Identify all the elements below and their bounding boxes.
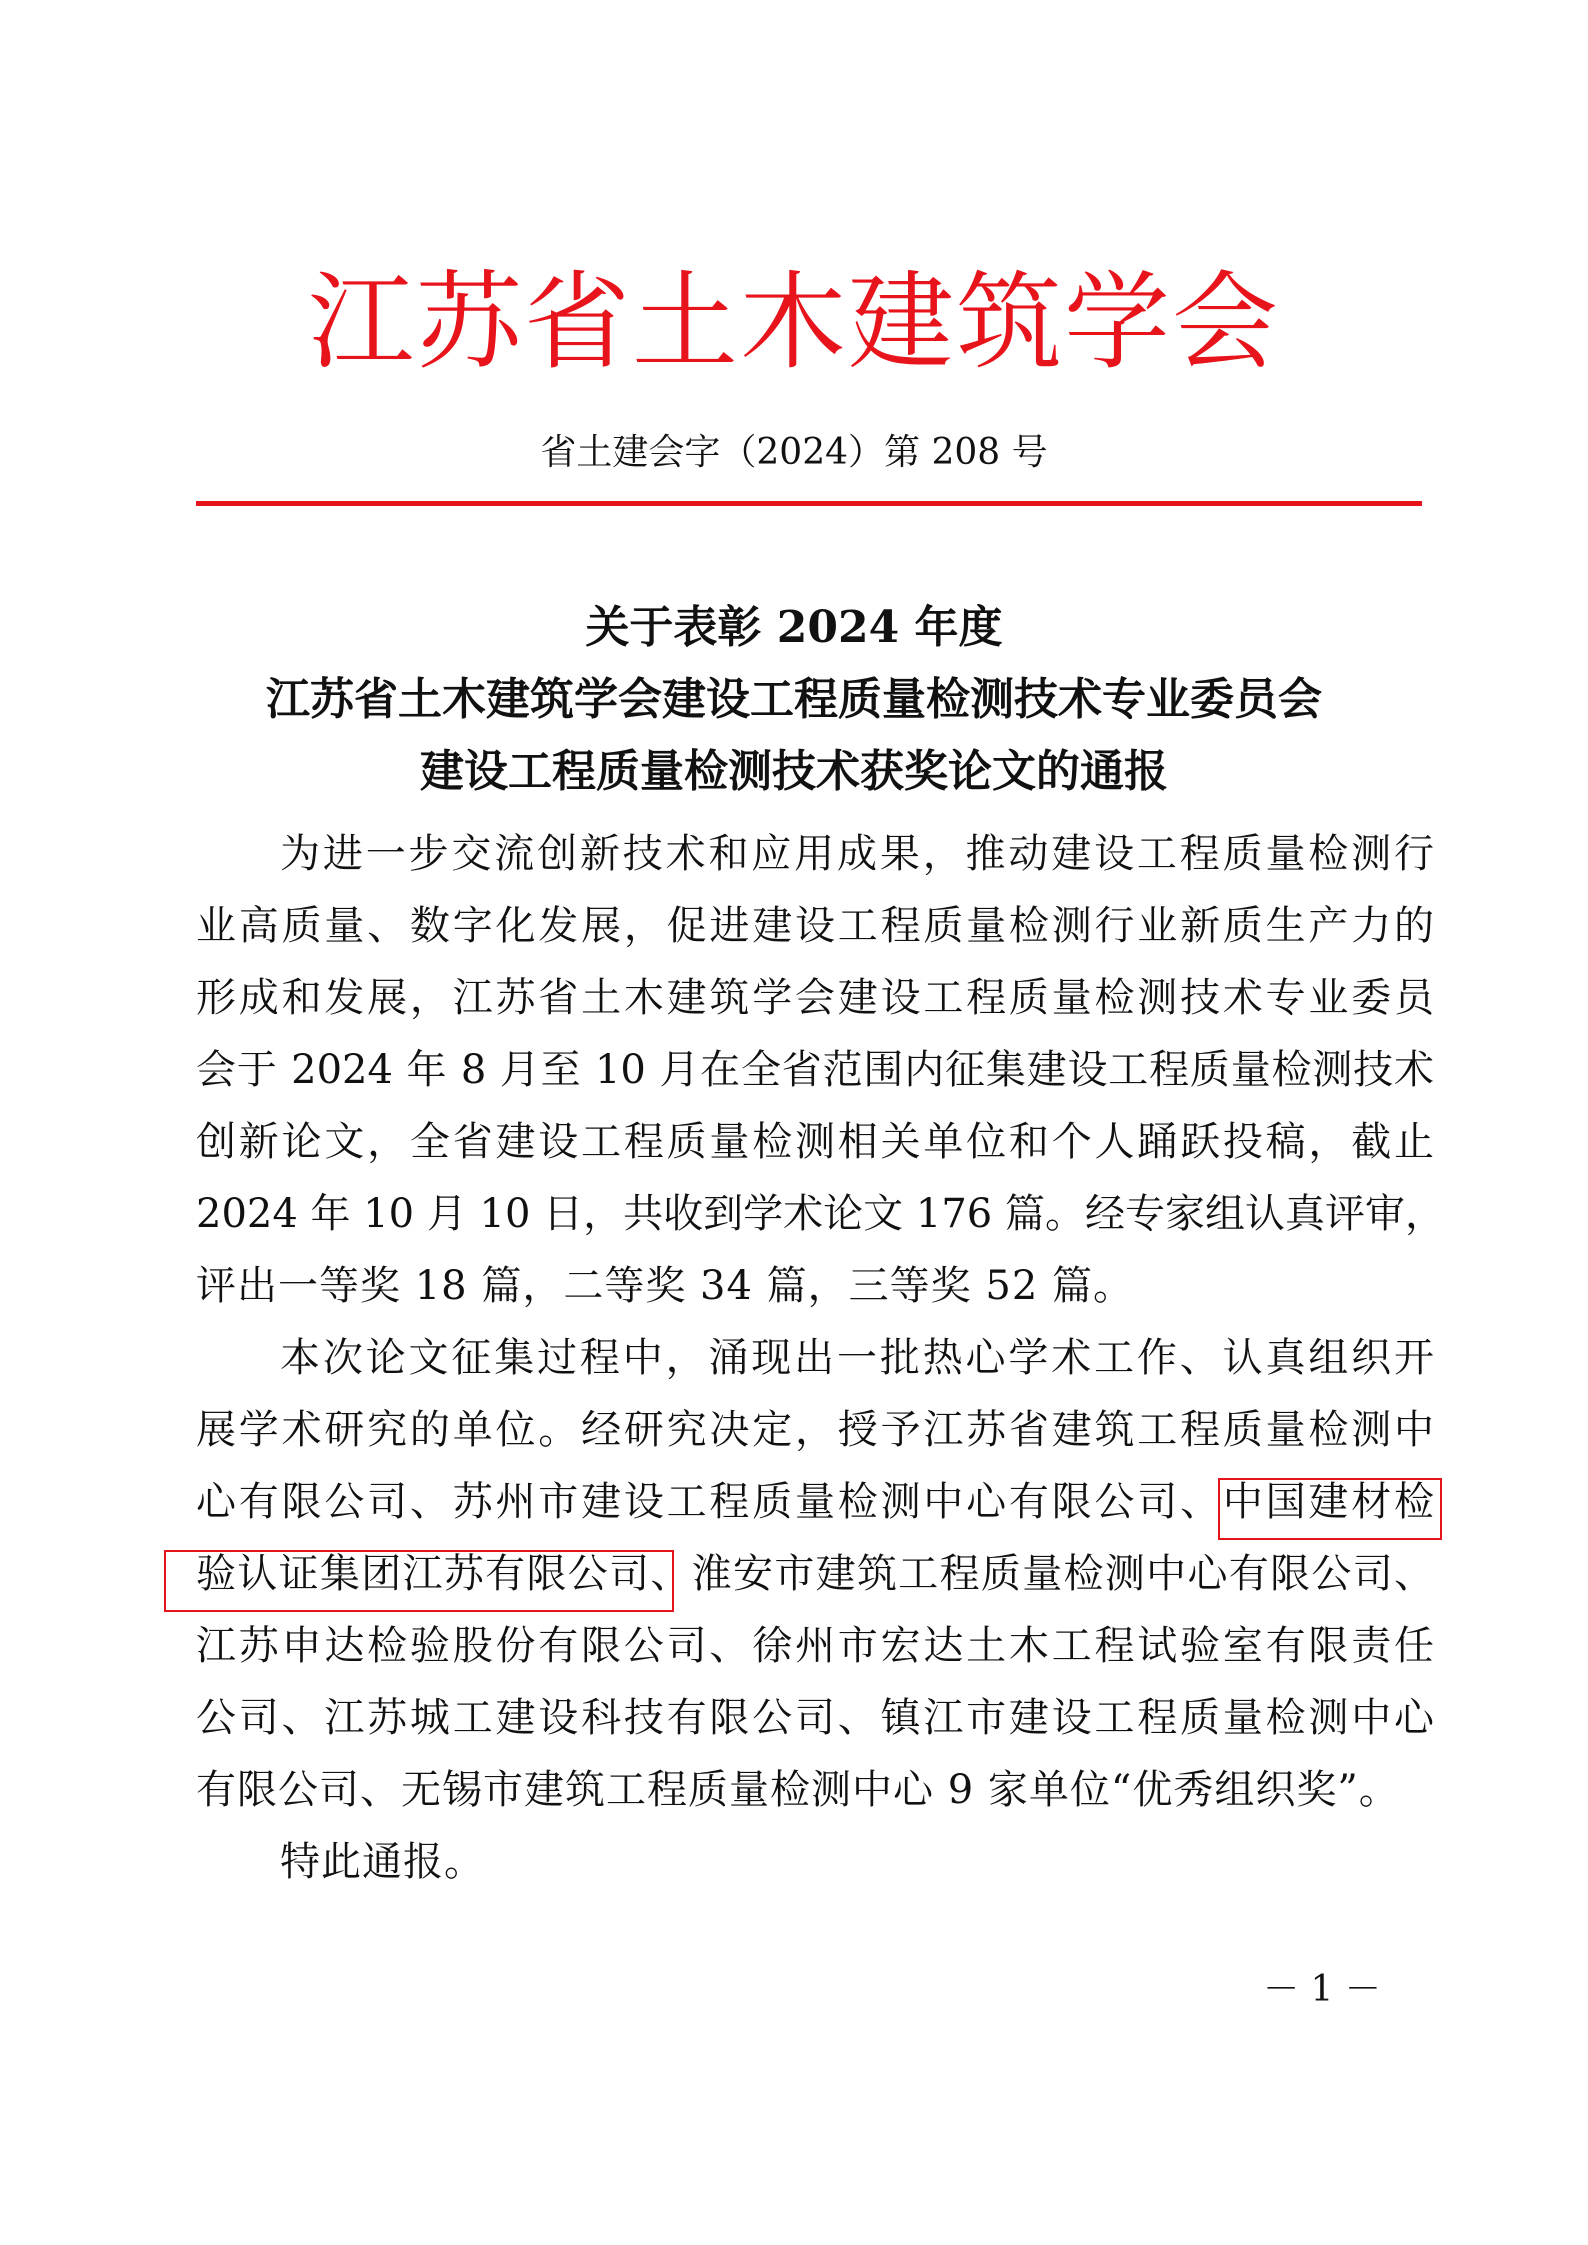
document-number: 省土建会字（2024）第 208 号 — [540, 432, 1048, 473]
paragraph-2-line: 本次论文征集过程中，涌现出一批热心学术工作、认真组织开 — [280, 1335, 1434, 1381]
closing-line: 特此通报。 — [280, 1839, 485, 1885]
notice-body — [196, 818, 1445, 1898]
paragraph-1-line: 2024 年 10 月 10 日，共收到学术论文 176 篇。经专家组认真评审， — [196, 1191, 1445, 1237]
highlight-box-company-part2 — [164, 1550, 674, 1612]
org-header-title: 江苏省土木建筑学会 — [308, 261, 1280, 384]
paragraph-2-line: 心有限公司、苏州市建设工程质量检测中心有限公司、中国建材检 — [196, 1479, 1434, 1525]
paragraph-1-line: 业高质量、数字化发展，促进建设工程质量检测行业新质生产力的 — [196, 903, 1434, 949]
paragraph-2-line: 展学术研究的单位。经研究决定，授予江苏省建筑工程质量检测中 — [196, 1407, 1434, 1453]
header-divider — [196, 501, 1422, 506]
paragraph-1-line: 形成和发展，江苏省土木建筑学会建设工程质量检测技术专业委员 — [196, 975, 1434, 1021]
paragraph-2-line: 公司、江苏城工建设科技有限公司、镇江市建设工程质量检测中心 — [196, 1695, 1434, 1741]
paragraph-1-line: 评出一等奖 18 篇，二等奖 34 篇，三等奖 52 篇。 — [196, 1263, 1134, 1309]
notice-title — [0, 592, 1588, 808]
paragraph-2-line: 有限公司、无锡市建筑工程质量检测中心 9 家单位“优秀组织奖”。 — [196, 1767, 1400, 1813]
paragraph-1-line: 为进一步交流创新技术和应用成果，推动建设工程质量检测行 — [280, 831, 1434, 877]
title-line-3: 建设工程质量检测技术获奖论文的通报 — [420, 746, 1168, 797]
paragraph-1-line: 会于 2024 年 8 月至 10 月在全省范围内征集建设工程质量检测技术 — [196, 1047, 1434, 1093]
paragraph-2-line: 江苏申达检验股份有限公司、徐州市宏达土木工程试验室有限责任 — [196, 1623, 1434, 1669]
paragraph-2-line: 验认证集团江苏有限公司、淮安市建筑工程质量检测中心有限公司、 — [196, 1551, 1434, 1597]
title-line-2: 江苏省土木建筑学会建设工程质量检测技术专业委员会 — [266, 674, 1322, 725]
page-number: － 1 － — [1263, 1969, 1381, 2010]
paragraph-1-line: 创新论文，全省建设工程质量检测相关单位和个人踊跃投稿，截止 — [196, 1119, 1434, 1165]
highlight-box-company-part1 — [1218, 1478, 1442, 1540]
title-line-1: 关于表彰 2024 年度 — [585, 602, 1003, 653]
